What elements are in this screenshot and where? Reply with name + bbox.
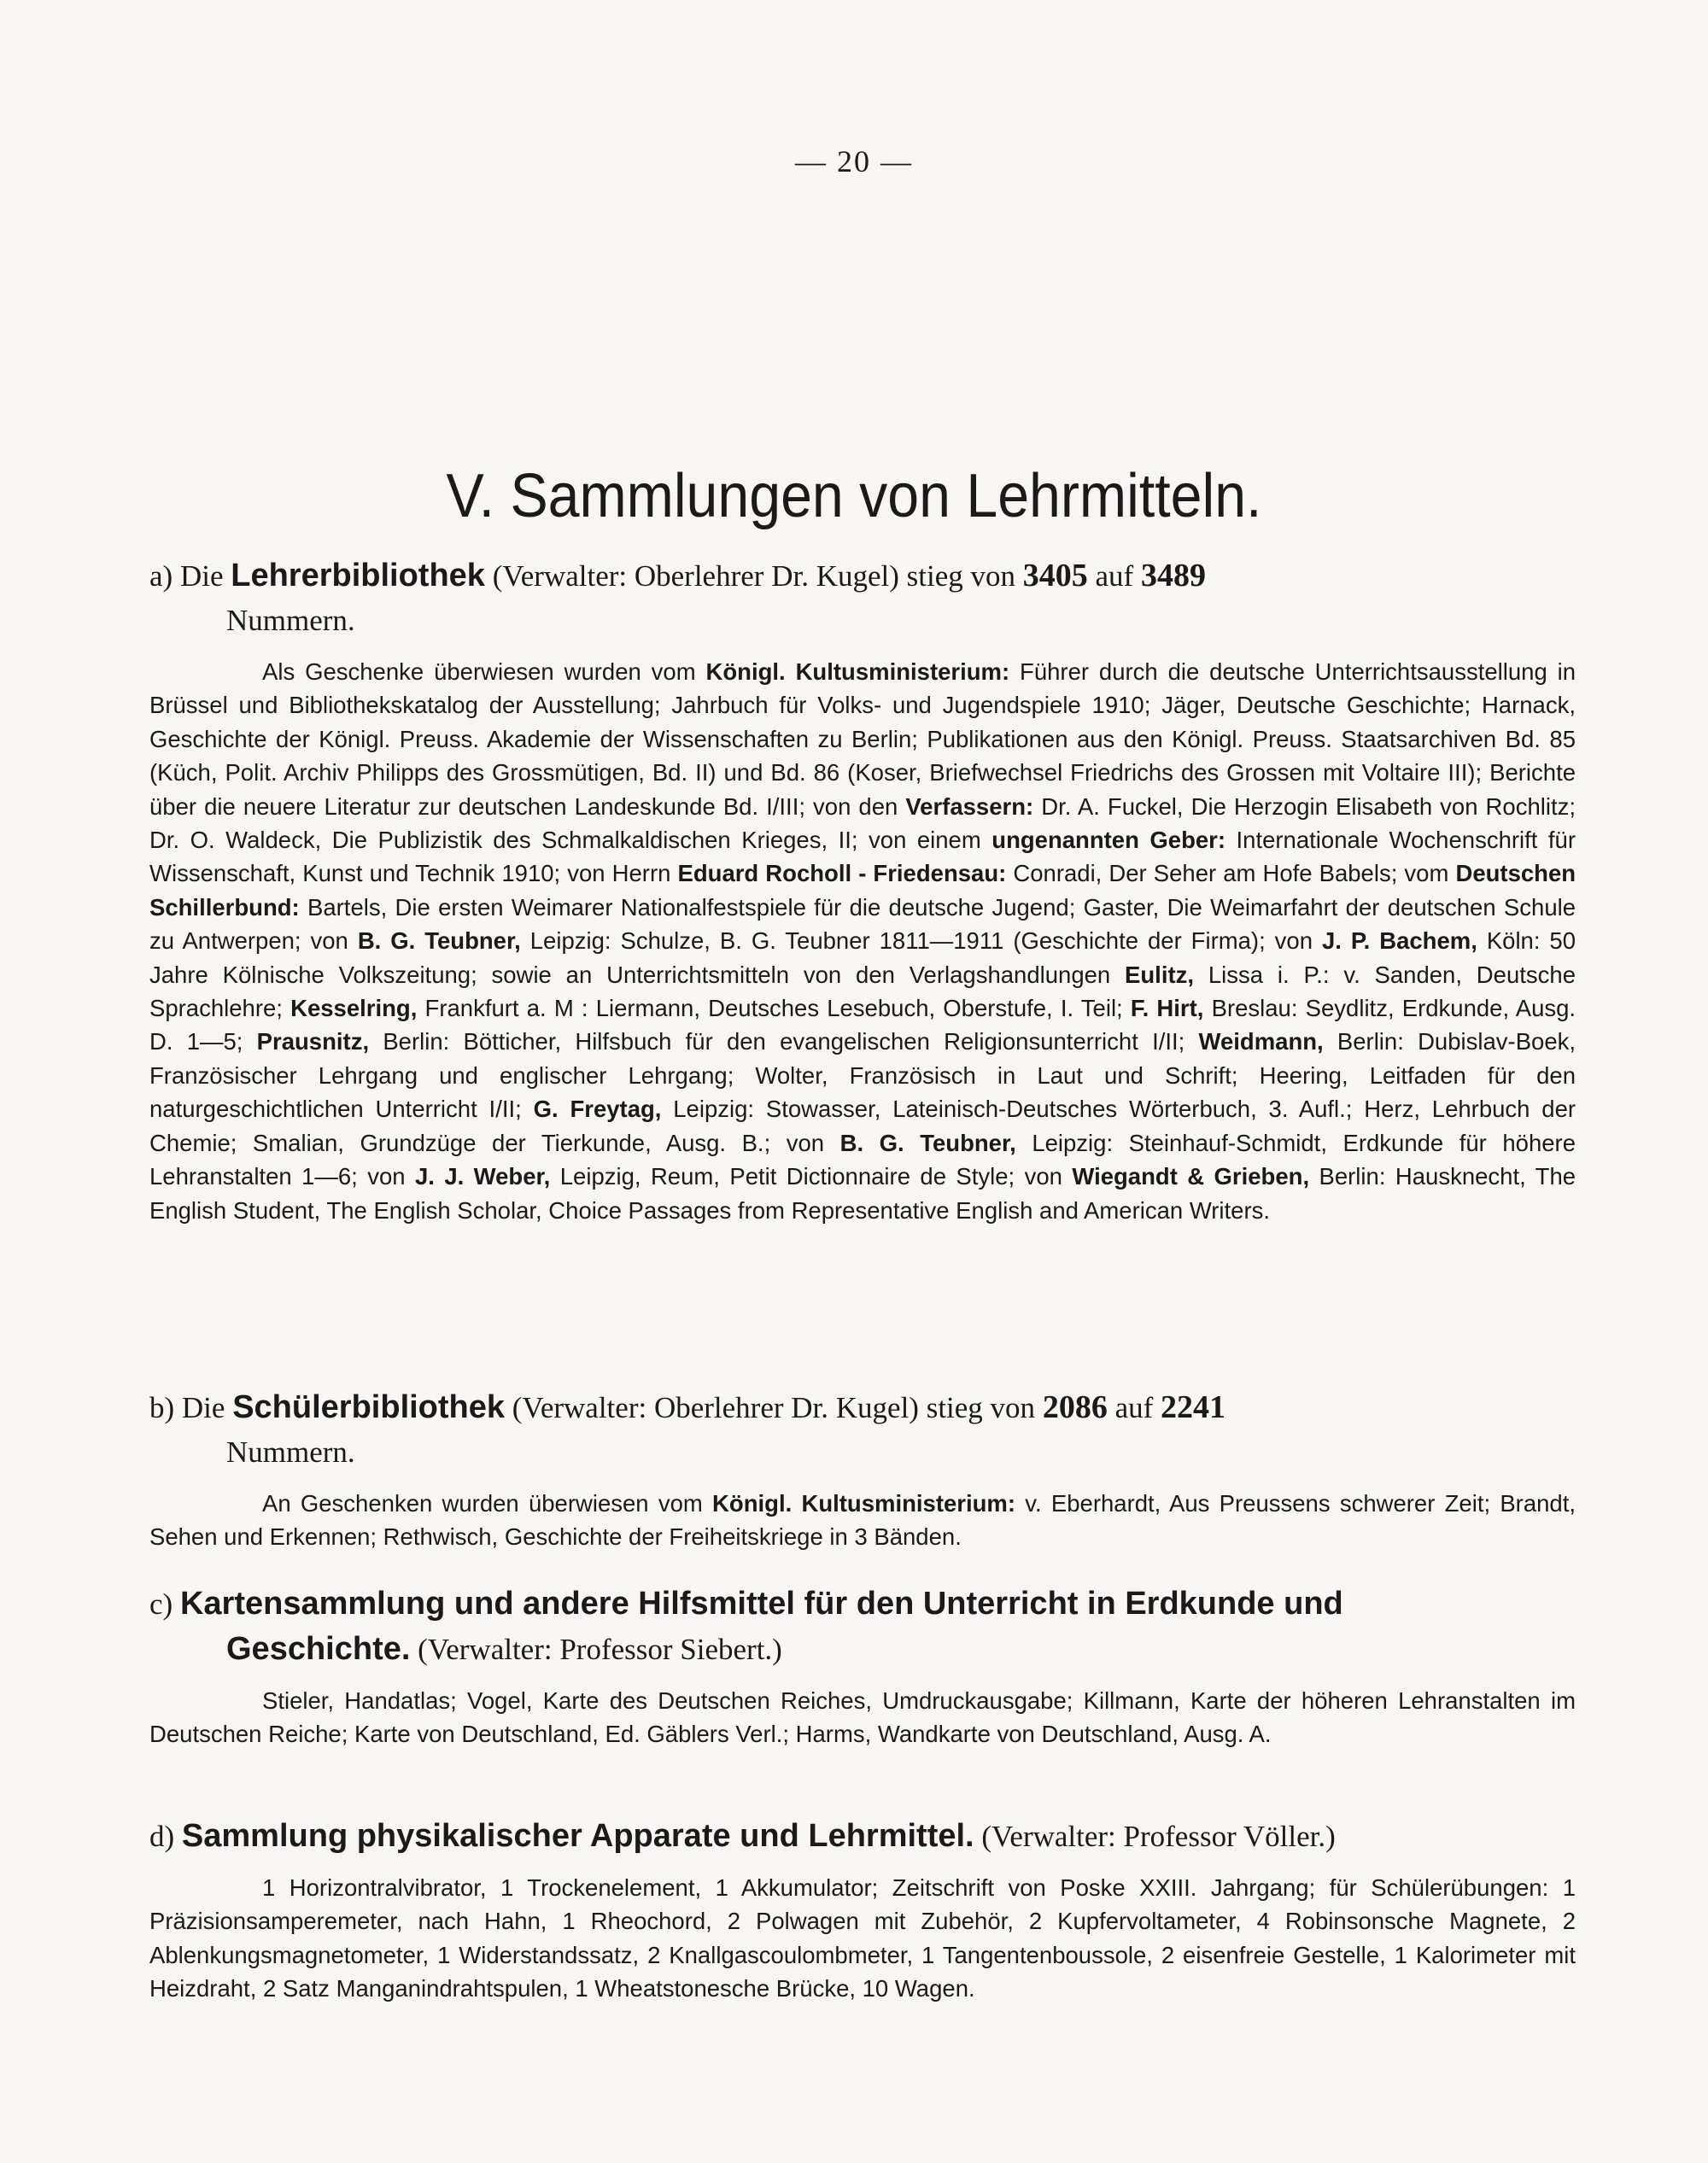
section-lehrerbibliothek [149,553,1576,1227]
body-text: Berlin: Dubislav-Boek, Französischer Lehrgang und englischer Lehrgang; Wolter, Französisch in Laut und Schrift; Heering, Leitfaden für den naturgeschichtlichen Unterricht I/II; [149,1028,1576,1123]
section-admin: (Verwalter: Oberlehrer Dr. Kugel) stieg von [512,1391,1036,1424]
donor: Königl. Kultusministerium: [705,658,1010,685]
section-heading [149,1581,1576,1672]
section-heading [149,553,1576,643]
body-text: Leipzig: Stowasser, Lateinisch-Deutsches Wörterbuch, 3. Aufl.; Herz, Lehrbuch der Chemie; Smalian, Grundzüge der Tierkunde, Ausg. B.; von [149,1096,1576,1156]
section-key: Sammlung physikalischer Apparate und Lehrmittel. [181,1818,974,1854]
body-text: Frankfurt a. M : Liermann, Deutsches Lesebuch, Oberstufe, I. Teil; [424,995,1123,1022]
body-text: Conradi, Der Seher am Hofe Babels; vom [1013,860,1449,887]
section-key-cont: Geschichte. [226,1631,411,1667]
section-body [149,1487,1576,1554]
auf-word: auf [1114,1391,1154,1424]
section-heading [149,1385,1576,1475]
body-text: 1 Horizontralvibrator, 1 Trockenelement, 1 Akkumulator; Zeitschrift von Poske XXIII. Jahrgang; für Schülerübungen: 1 Präzisionsamperemeter, nach Hahn, 1 Rheochord, 2 Polwagen mit Zubehör, 2 Kupfervoltameter, 4 Robinsonsche Magnete, 2 Ablenkungsmagnetometer, 1 Widerstandssatz, 2 Knallgascoulombmeter, 1 Tangentenboussole, 2 eisenfreie Gestelle, 1 Kalorimeter mit Heizdraht, 2 Satz Manganindrahtspulen, 1 Wheatstonesche Brücke, 10 Wagen. [149,1874,1576,2002]
body-text: Internationale Wochenschrift für Wissenschaft, Kunst und Technik 1910; von Herrn [149,827,1576,887]
body-text: An Geschenken wurden überwiesen vom [262,1490,703,1517]
page-title: V. Sammlungen von Lehrmitteln. [446,462,1262,530]
page-number: — 20 — [795,144,913,178]
body-text: Berlin: Bötticher, Hilfsbuch für den evangelischen Religionsunterricht I/II; [383,1028,1185,1055]
section-physik-sammlung [149,1814,1576,2006]
body-text: Dr. A. Fuckel, Die Herzogin Elisabeth von Rochlitz; Dr. O. Waldeck, Die Publizistik des Schmalkaldischen Krieges, II; von einem [149,792,1576,854]
donor: Verfassern: [905,792,1034,820]
section-heading [149,1814,1576,1859]
section-label: d) [149,1820,175,1853]
section-label: b) Die [149,1391,225,1424]
donor: Wiegandt & Grieben, [1072,1163,1310,1190]
section-key: Kartensammlung und andere Hilfsmittel für den Unterricht in Erdkunde und [179,1586,1343,1622]
body-text: Berlin: Hausknecht, The English Student, The English Scholar, Choice Passages from Representative English and American Writers. [149,1163,1576,1224]
donor: Kesselring, [290,995,418,1022]
body-text: Als Geschenke überwiesen wurden vom [262,658,696,685]
body-text: Köln: 50 Jahre Kölnische Volkszeitung; sowie an Unterrichtsmitteln von den Verlagshandlungen [149,927,1576,988]
section-label: a) Die [149,559,224,593]
section-body [149,1871,1576,2006]
donor: G. Freytag, [533,1096,662,1123]
count-unit: Nummern. [226,604,355,637]
body-text: v. Eberhardt, Aus Preussens schwerer Zeit; Brandt, Sehen und Erkennen; Rethwisch, Geschichte der Freiheitskriege in 3 Bänden. [149,1490,1576,1551]
section-admin: (Verwalter: Oberlehrer Dr. Kugel) stieg von [492,559,1015,593]
section-label: c) [149,1587,173,1621]
body-text: Führer durch die deutsche Unterrichtsausstellung in Brüssel und Bibliothekskatalog der Ausstellung; Jahrbuch für Volks- und Jugendspiele 1910; Jäger, Deutsche Geschichte; Harnack, Geschichte der Königl. Preuss. Akademie der Wissenschaften zu Berlin; Publikationen aus den Königl. Preuss. Staatsarchiven Bd. 85 (Küch, Polit. Archiv Philipps des Grossmütigen, Bd. II) und Bd. 86 (Koser, Briefwechsel Friedrichs des Grossen mit Voltaire III); Berichte über die neuere Literatur zur deutschen Landeskunde Bd. I/III; von den [149,658,1576,820]
body-text: Leipzig: Schulze, B. G. Teubner 1811—1911 (Geschichte der Firma); von [529,927,1313,955]
count-to: 3489 [1140,558,1206,593]
section-kartensammlung [149,1581,1576,1751]
donor: Deutschen Schillerbund: [149,860,1576,921]
body-text: Stieler, Handatlas; Vogel, Karte des Deutschen Reiches, Umdruckausgabe; Killmann, Karte der höheren Lehranstalten im Deutschen Reiche; Karte von Deutschland, Ed. Gäblers Verl.; Harms, Wandkarte von Deutschland, Ausg. A. [149,1687,1576,1748]
auf-word: auf [1095,559,1134,593]
section-key: Lehrerbibliothek [231,558,485,593]
count-from: 2086 [1042,1389,1108,1425]
section-body [149,655,1576,1227]
donor: Eduard Rocholl - Friedensau: [677,860,1007,887]
donor: J. P. Bachem, [1321,927,1477,955]
donor: Prausnitz, [256,1028,370,1055]
section-schuelerbibliothek [149,1385,1576,1554]
body-text: Lissa i. P.: v. Sanden, Deutsche Sprachlehre; [149,961,1576,1022]
count-from: 3405 [1022,558,1088,593]
donor: F. Hirt, [1130,995,1204,1022]
body-text: Bartels, Die ersten Weimarer Nationalfestspiele für die deutsche Jugend; Gaster, Die Weimarfahrt der deutschen Schule zu Antwerpen; von [149,893,1576,955]
donor: ungenannten Geber: [991,827,1226,854]
donor: J. J. Weber, [414,1163,551,1190]
donor: Königl. Kultusministerium: [712,1490,1016,1517]
section-admin: (Verwalter: Professor Völler.) [981,1820,1336,1853]
section-body [149,1684,1576,1751]
donor: Eulitz, [1125,961,1195,988]
body-text: Breslau: Seydlitz, Erdkunde, Ausg. D. 1—5; [149,995,1576,1055]
section-key: Schülerbibliothek [232,1389,506,1425]
donor: B. G. Teubner, [357,927,521,955]
section-admin: (Verwalter: Professor Siebert.) [418,1633,782,1666]
donor: B. G. Teubner, [839,1129,1016,1156]
donor: Weidmann, [1198,1028,1324,1055]
body-text: Leipzig, Reum, Petit Dictionnaire de Style; von [559,1163,1062,1190]
count-unit: Nummern. [226,1435,355,1469]
count-to: 2241 [1161,1389,1226,1425]
body-text: Leipzig: Steinhauf-Schmidt, Erdkunde für höhere Lehranstalten 1—6; von [149,1129,1576,1190]
